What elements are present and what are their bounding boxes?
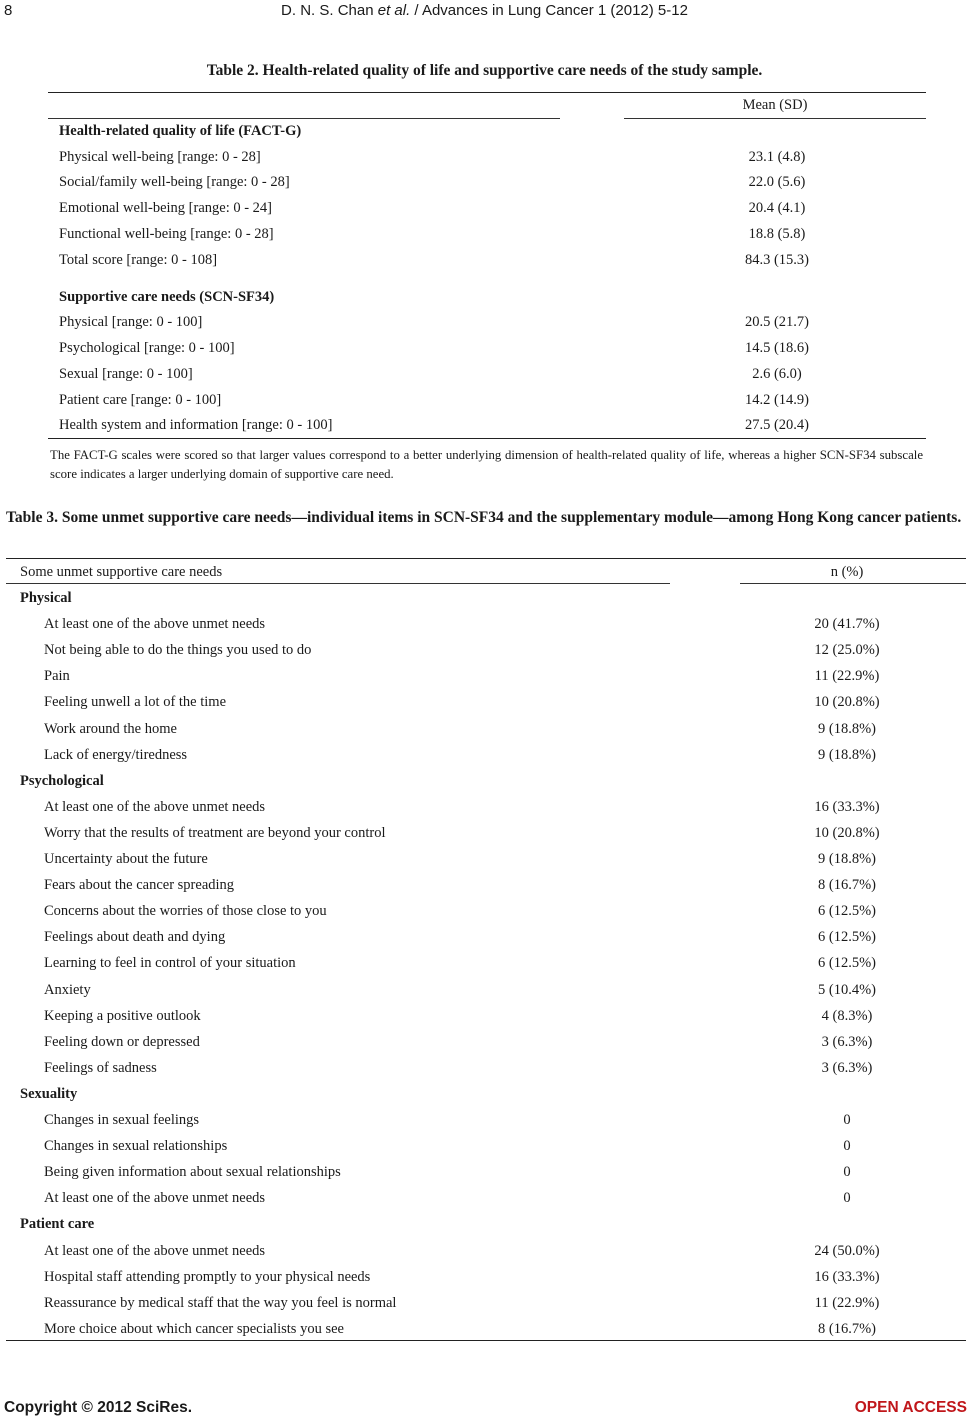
table3-column-header-right: n (%) (830, 564, 864, 580)
table3-row-label: Feelings of sadness (44, 1059, 157, 1076)
table3-row-label: Feeling unwell a lot of the time (44, 694, 227, 711)
table3-row-value: 3 (6.3%) (821, 1059, 873, 1076)
table3-top-rule (6, 558, 966, 559)
table2-row-label: Total score [range: 0 - 108] (59, 251, 218, 268)
table3-row-label: Being given information about sexual relationships (44, 1164, 341, 1181)
table3-row-value: 3 (6.3%) (821, 1033, 873, 1050)
table3-row-label: Uncertainty about the future (44, 851, 208, 867)
table3-row-value: 9 (18.8%) (818, 851, 876, 867)
table3-row-label: Not being able to do the things you used to do (44, 642, 312, 659)
table2-row-label: Functional well-being [range: 0 - 28] (59, 226, 274, 242)
table2-row-value: 20.4 (4.1) (748, 200, 806, 217)
table2-top-rule (48, 92, 926, 93)
table2-header-rule-right (624, 118, 926, 119)
table2-row-label: Physical [range: 0 - 100] (59, 314, 203, 331)
table3-row-label: Learning to feel in control of your situation (44, 955, 296, 972)
table2-caption: Table 2. Health-related quality of life and supportive care needs of the study sample. (206, 62, 763, 79)
table2-row-value: 84.3 (15.3) (744, 251, 810, 268)
table2-header-rule-left (48, 118, 560, 119)
table3-row-label: Lack of energy/tiredness (44, 746, 188, 763)
table2-row-value: 18.8 (5.8) (748, 226, 806, 242)
table3-row-label: Work around the home (44, 720, 177, 737)
table3-row-label: Reassurance by medical staff that the way you feel is normal (44, 1294, 397, 1311)
table3-row-value: 6 (12.5%) (818, 929, 876, 946)
running-head-journal: / Advances in Lung Cancer 1 (2012) 5-12 (410, 2, 688, 19)
table3-row-value: 5 (10.4%) (818, 981, 876, 998)
table2-bottom-rule (48, 438, 926, 439)
table2-row-label: Social/family well-being [range: 0 - 28] (59, 174, 290, 191)
table3-row-value: 9 (18.8%) (818, 746, 876, 763)
page-number: 8 (4, 2, 13, 19)
table2-row-label: Emotional well-being [range: 0 - 24] (59, 200, 273, 217)
table2-row-value: 20.5 (21.7) (744, 314, 810, 331)
table3-row-label: At least one of the above unmet needs (44, 1242, 266, 1259)
table3-row-label: Concerns about the worries of those close to you (44, 903, 327, 920)
table3-row-value: 16 (33.3%) (814, 1268, 880, 1285)
table3-row-label: Changes in sexual feelings (44, 1112, 200, 1128)
table3-row-value: 11 (22.9%) (814, 668, 880, 685)
table3-row-label: More choice about which cancer specialists you see (44, 1320, 344, 1337)
table3-row-label: At least one of the above unmet needs (44, 1190, 266, 1207)
table3-row-label: Pain (44, 668, 70, 685)
table2-note: The FACT-G scales were scored so that larger values correspond to a better underlying dimension of health-related quality of life, whereas a higher SCN-SF34 subscale score indicates a larger underlying domain of supportive care need. (50, 448, 923, 481)
table3-header-rule-right (740, 583, 966, 584)
table3-row-value: 9 (18.8%) (818, 720, 876, 737)
running-head-authors: D. N. S. Chan (281, 2, 378, 19)
table2-row-label: Psychological [range: 0 - 100] (59, 340, 235, 356)
table3-row-label: At least one of the above unmet needs (44, 798, 266, 815)
running-header (0, 2, 969, 19)
table2-row-value: 14.5 (18.6) (744, 340, 810, 356)
table3-row-value: 4 (8.3%) (821, 1007, 873, 1024)
table2-row-label: Patient care [range: 0 - 100] (59, 391, 222, 408)
table3-bottom-rule (6, 1340, 966, 1341)
table2-row-label: Physical well-being [range: 0 - 28] (59, 148, 261, 165)
table2-row-value: 14.2 (14.9) (744, 391, 810, 408)
table3-row-value: 8 (16.7%) (818, 1320, 876, 1337)
table3-row-value: 0 (843, 1190, 851, 1207)
footer-copyright: Copyright © 2012 SciRes. (4, 1399, 193, 1416)
table3-row-label: Fears about the cancer spreading (44, 877, 235, 894)
table3-row-label: Hospital staff attending promptly to your physical needs (44, 1268, 371, 1285)
table3-row-value: 6 (12.5%) (818, 955, 876, 972)
table3-column-header-left: Some unmet supportive care needs (20, 564, 223, 580)
table3-section-title: Patient care (20, 1216, 95, 1233)
table3-row-value: 0 (843, 1164, 851, 1181)
table2-row-value: 2.6 (6.0) (752, 365, 802, 382)
table2-row-value: 22.0 (5.6) (748, 174, 806, 191)
table3-row-label: Changes in sexual relationships (44, 1138, 228, 1155)
table2-column-header: Mean (SD) (742, 97, 808, 113)
table3-row-label: Feelings about death and dying (44, 929, 226, 946)
table3-row-label: Worry that the results of treatment are beyond your control (44, 824, 386, 841)
table2-row-label: Health system and information [range: 0 - 100] (59, 417, 333, 434)
table2-section-title: Health-related quality of life (FACT-G) (59, 123, 302, 139)
table3-row-value: 16 (33.3%) (814, 798, 880, 815)
open-access-label: OPEN ACCESS (854, 1399, 967, 1416)
table3-caption: Table 3. Some unmet supportive care needs—individual items in SCN-SF34 and the supplementary module—among Hong Kong cancer patients. (6, 509, 962, 526)
table3-row-label: Feeling down or depressed (44, 1033, 200, 1050)
table3-row-value: 6 (12.5%) (818, 903, 876, 920)
table3-row-label: Anxiety (44, 981, 91, 998)
table3-header-rule-left (6, 583, 670, 584)
table3-row-value: 12 (25.0%) (814, 642, 880, 659)
table2-section-title: Supportive care needs (SCN-SF34) (59, 288, 275, 305)
running-head-etal: et al. (377, 2, 411, 19)
table2-row-label: Sexual [range: 0 - 100] (59, 365, 193, 382)
table3-row-value: 0 (843, 1138, 851, 1155)
table3-section-title: Sexuality (20, 1085, 78, 1102)
table2-row-value: 23.1 (4.8) (748, 148, 806, 165)
table3-row-value: 0 (843, 1112, 851, 1128)
table3-row-value: 8 (16.7%) (818, 877, 876, 894)
table3-row-label: At least one of the above unmet needs (44, 616, 266, 633)
table3-row-value: 10 (20.8%) (814, 694, 880, 711)
table3-row-value: 10 (20.8%) (814, 824, 880, 841)
table3-row-label: Keeping a positive outlook (44, 1007, 201, 1024)
table3-section-title: Psychological (20, 772, 104, 789)
table3-section-title: Physical (20, 590, 72, 606)
table3-row-value: 24 (50.0%) (814, 1242, 880, 1259)
table3-row-value: 20 (41.7%) (814, 616, 880, 633)
table3-row-value: 11 (22.9%) (814, 1294, 880, 1311)
table2-row-value: 27.5 (20.4) (744, 417, 810, 434)
